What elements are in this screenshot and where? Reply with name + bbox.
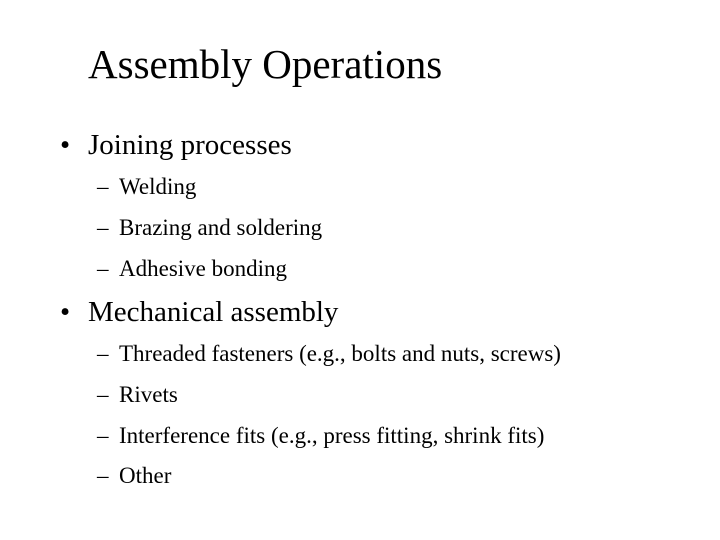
sub-item-label: Interference fits (e.g., press fitting, shrink fits): [119, 423, 545, 448]
sub-item-label: Other: [119, 463, 172, 488]
dash-marker: –: [97, 382, 109, 407]
dash-marker: –: [97, 423, 109, 448]
dash-marker: –: [97, 215, 109, 240]
sub-item-interference-fits: [97, 421, 544, 451]
bullet-joining-processes: [60, 127, 292, 163]
sub-item-label: Rivets: [119, 382, 178, 407]
sub-item-threaded-fasteners: [97, 339, 561, 369]
dash-marker: –: [97, 463, 109, 488]
bullet-heading: Joining processes: [88, 129, 292, 161]
bullet-marker: •: [60, 296, 71, 328]
sub-item-label: Adhesive bonding: [119, 256, 288, 281]
bullet-mechanical-assembly: [60, 294, 338, 330]
sub-item-label: Brazing and soldering: [119, 215, 323, 240]
sub-item-other: [97, 461, 171, 491]
sub-item-welding: [97, 172, 196, 202]
sub-item-label: Welding: [119, 174, 197, 199]
sub-item-label: Threaded fasteners (e.g., bolts and nuts, screws): [119, 341, 561, 366]
dash-marker: –: [97, 174, 109, 199]
bullet-heading: Mechanical assembly: [88, 296, 339, 328]
sub-item-adhesive: [97, 254, 287, 284]
bullet-marker: •: [60, 129, 71, 161]
slide-title: Assembly Operations: [88, 41, 443, 87]
dash-marker: –: [97, 256, 109, 281]
sub-item-brazing: [97, 213, 322, 243]
sub-item-rivets: [97, 380, 178, 410]
dash-marker: –: [97, 341, 109, 366]
